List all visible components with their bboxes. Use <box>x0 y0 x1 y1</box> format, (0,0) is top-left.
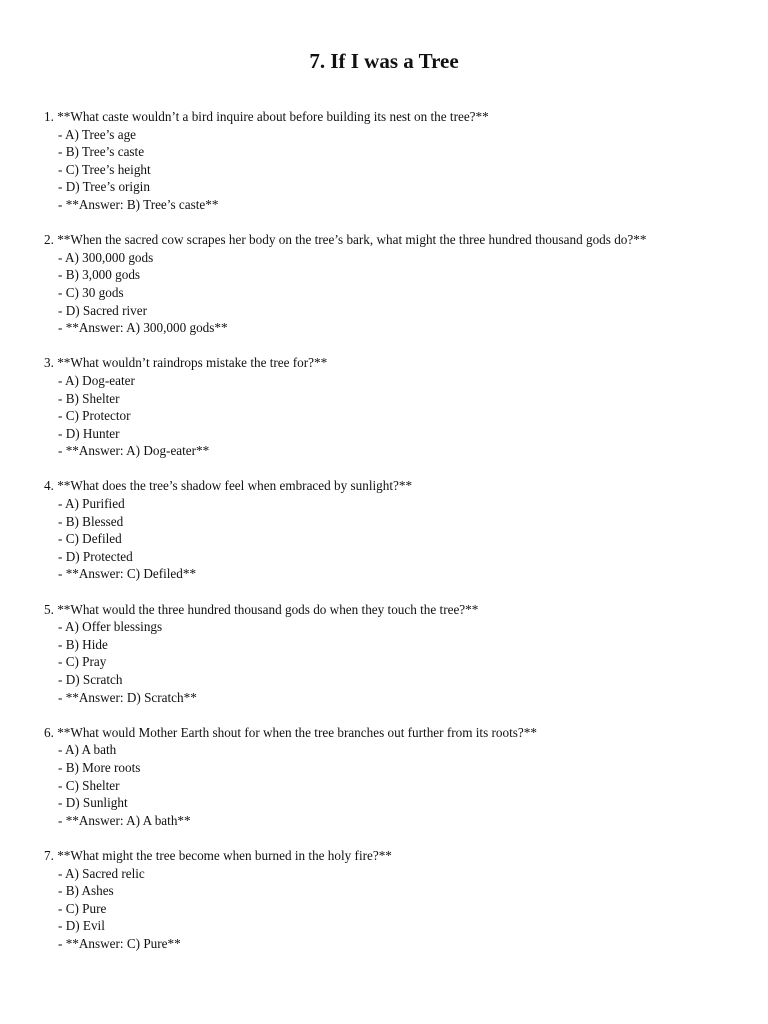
question-item <box>44 354 744 460</box>
answer-line: - **Answer: B) Tree’s caste** <box>58 196 219 212</box>
question-item <box>44 601 744 707</box>
option-b: - B) Blessed <box>58 513 124 529</box>
page-title: 7. If I was a Tree <box>309 49 459 73</box>
question-text: 3. **What wouldn’t raindrops mistake the tree for?** <box>44 355 328 371</box>
option-c: - C) Tree’s height <box>58 161 151 177</box>
option-a: - A) Sacred relic <box>58 865 145 881</box>
option-d: - D) Protected <box>58 548 133 564</box>
option-a: - A) A bath <box>58 742 117 758</box>
option-a: - A) Tree’s age <box>58 126 137 142</box>
option-c: - C) Pure <box>58 900 107 916</box>
option-d: - D) Hunter <box>58 425 120 441</box>
answer-line: - **Answer: A) 300,000 gods** <box>58 320 228 336</box>
question-text: 2. **When the sacred cow scrapes her body on the tree’s bark, what might the three hundred thousand gods do?** <box>44 232 647 248</box>
option-b: - B) More roots <box>58 759 141 775</box>
option-a: - A) Dog-eater <box>58 372 135 388</box>
option-c: - C) Defiled <box>58 531 122 547</box>
question-item <box>44 231 744 337</box>
option-d: - D) Sacred river <box>58 302 147 318</box>
answer-line: - **Answer: D) Scratch** <box>58 689 197 705</box>
question-list <box>44 108 744 970</box>
question-text: 6. **What would Mother Earth shout for when the tree branches out further from its roots?** <box>44 724 537 740</box>
question-item <box>44 108 744 214</box>
option-b: - B) Shelter <box>58 390 120 406</box>
option-a: - A) Purified <box>58 496 125 512</box>
option-c: - C) Pray <box>58 654 107 670</box>
option-b: - B) Tree’s caste <box>58 144 145 160</box>
option-d: - D) Scratch <box>58 672 123 687</box>
question-text: 7. **What might the tree become when burned in the holy fire?** <box>44 847 392 863</box>
option-d: - D) Sunlight <box>58 795 128 811</box>
question-text: 1. **What caste wouldn’t a bird inquire about before building its nest on the tree?** <box>44 109 489 124</box>
option-c: - C) Protector <box>58 408 131 424</box>
option-b: - B) 3,000 gods <box>58 267 141 283</box>
option-b: - B) Ashes <box>58 883 114 899</box>
option-d: - D) Evil <box>58 918 105 934</box>
question-item <box>44 724 744 830</box>
question-item <box>44 847 744 953</box>
answer-line: - **Answer: C) Defiled** <box>58 566 197 582</box>
answer-line: - **Answer: A) Dog-eater** <box>58 443 210 459</box>
question-text: 5. **What would the three hundred thousand gods do when they touch the tree?** <box>44 601 479 617</box>
question-text: 4. **What does the tree’s shadow feel when embraced by sunlight?** <box>44 478 413 494</box>
option-a: - A) Offer blessings <box>58 619 163 635</box>
answer-line: - **Answer: C) Pure** <box>58 935 181 951</box>
option-a: - A) 300,000 gods <box>58 249 154 265</box>
option-b: - B) Hide <box>58 636 108 652</box>
answer-line: - **Answer: A) A bath** <box>58 812 191 828</box>
option-d: - D) Tree’s origin <box>58 179 150 195</box>
option-c: - C) Shelter <box>58 777 120 793</box>
question-item <box>44 477 744 583</box>
option-c: - C) 30 gods <box>58 284 124 300</box>
